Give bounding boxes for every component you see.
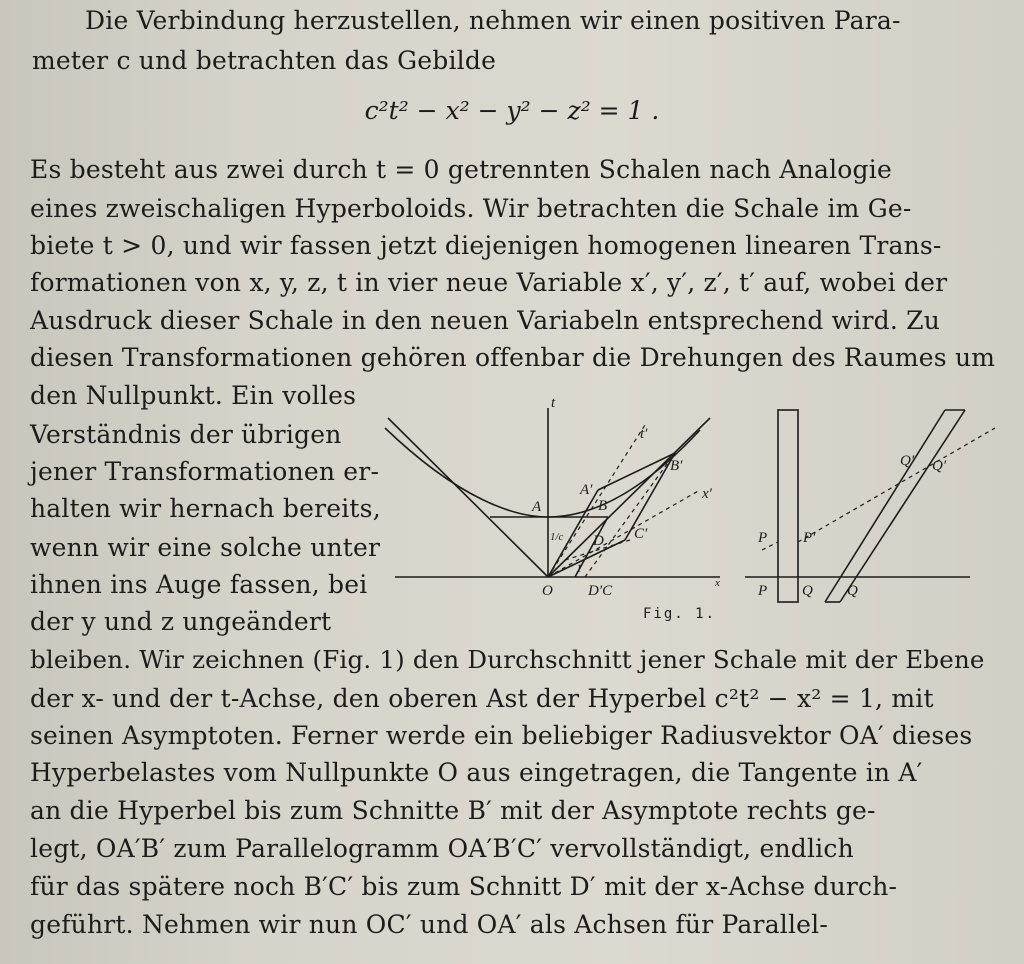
- label-A: A: [532, 499, 542, 515]
- text-line: ihnen ins Auge fassen, bei: [30, 570, 368, 599]
- text-line: eines zweischaligen Hyperboloids. Wir betrachten die Schale im Ge-: [30, 194, 912, 223]
- text-line: formationen von x, y, z, t in vier neue Variable x′, y′, z′, t′ auf, wobei der: [30, 268, 948, 297]
- text-line: an die Hyperbel bis zum Schnitte B′ mit der Asymptote rechts ge-: [30, 796, 876, 825]
- text-line: diesen Transformationen gehören offenbar die Drehungen des Raumes um: [30, 343, 996, 372]
- label-P-Q: Q: [802, 583, 813, 599]
- label-B: B: [598, 498, 608, 514]
- figure-caption: Fig. 1.: [643, 606, 717, 622]
- text-line: Es besteht aus zwei durch t = 0 getrennten Schalen nach Analogie: [30, 155, 892, 184]
- label-P-prime: P′: [803, 530, 816, 546]
- hyperbola-branch: [385, 428, 700, 517]
- label-x: x: [715, 577, 720, 589]
- text-line: seinen Asymptoten. Ferner werde ein beliebiger Radiusvektor OA′ dieses: [30, 721, 973, 750]
- text-line: biete t > 0, und wir fassen jetzt diejenigen homogenen linearen Trans-: [30, 231, 942, 260]
- text-line: den Nullpunkt. Ein volles: [30, 381, 357, 410]
- asymptote-left: [388, 418, 548, 577]
- vertical-bar: [778, 410, 798, 602]
- display-equation: c²t² − x² − y² − z² = 1 .: [364, 96, 660, 125]
- text-line: legt, OA′B′ zum Parallelogramm OA′B′C′ vervollständigt, endlich: [30, 834, 854, 863]
- label-x-prime: x′: [702, 486, 712, 502]
- text-line: Hyperbelastes vom Nullpunkte O aus eingetragen, die Tangente in A′: [30, 758, 923, 787]
- label-A-prime: A′: [580, 482, 593, 498]
- text-line: bleiben. Wir zeichnen (Fig. 1) den Durchschnitt jener Schale mit der Ebene: [30, 645, 985, 674]
- label-O: O: [542, 583, 553, 599]
- text-line: Die Verbindung herzustellen, nehmen wir einen positiven Para-: [85, 6, 901, 35]
- text-line: Verständnis der übrigen: [30, 420, 342, 449]
- figure-1: [370, 390, 1010, 610]
- label-Q-prime: Q′: [900, 453, 915, 469]
- text-line: jener Transformationen er-: [30, 457, 380, 486]
- text-line: meter c und betrachten das Gebilde: [32, 46, 497, 75]
- text-line: für das spätere noch B′C′ bis zum Schnitt D′ mit der x-Achse durch-: [30, 872, 898, 901]
- text-line: wenn wir eine solche unter: [30, 533, 381, 562]
- label-P-bottom: P: [758, 583, 768, 599]
- label-one-c: 1/c: [550, 531, 564, 543]
- text-line: geführt. Nehmen wir nun OC′ und OA′ als Achsen für Parallel-: [30, 910, 829, 939]
- label-C-prime: C′: [634, 526, 648, 542]
- label-Q-prime-2: Q′: [932, 458, 947, 474]
- label-P: P: [758, 530, 768, 546]
- label-B-prime: B′: [670, 458, 683, 474]
- asymptote-right: [548, 418, 710, 577]
- label-t-prime: t′: [640, 426, 648, 442]
- text-line: halten wir hernach bereits,: [30, 494, 381, 523]
- label-D-prime-C: D′C: [588, 583, 613, 599]
- text-line: Ausdruck dieser Schale in den neuen Variabeln entsprechend wird. Zu: [30, 306, 940, 335]
- label-D: D: [593, 533, 604, 549]
- label-Q: Q: [847, 583, 858, 599]
- label-t: t: [551, 395, 556, 411]
- text-line: der y und z ungeändert: [30, 607, 332, 636]
- text-line: der x- und der t-Achse, den oberen Ast der Hyperbel c²t² − x² = 1, mit: [30, 684, 934, 713]
- label-one: 1: [576, 561, 582, 575]
